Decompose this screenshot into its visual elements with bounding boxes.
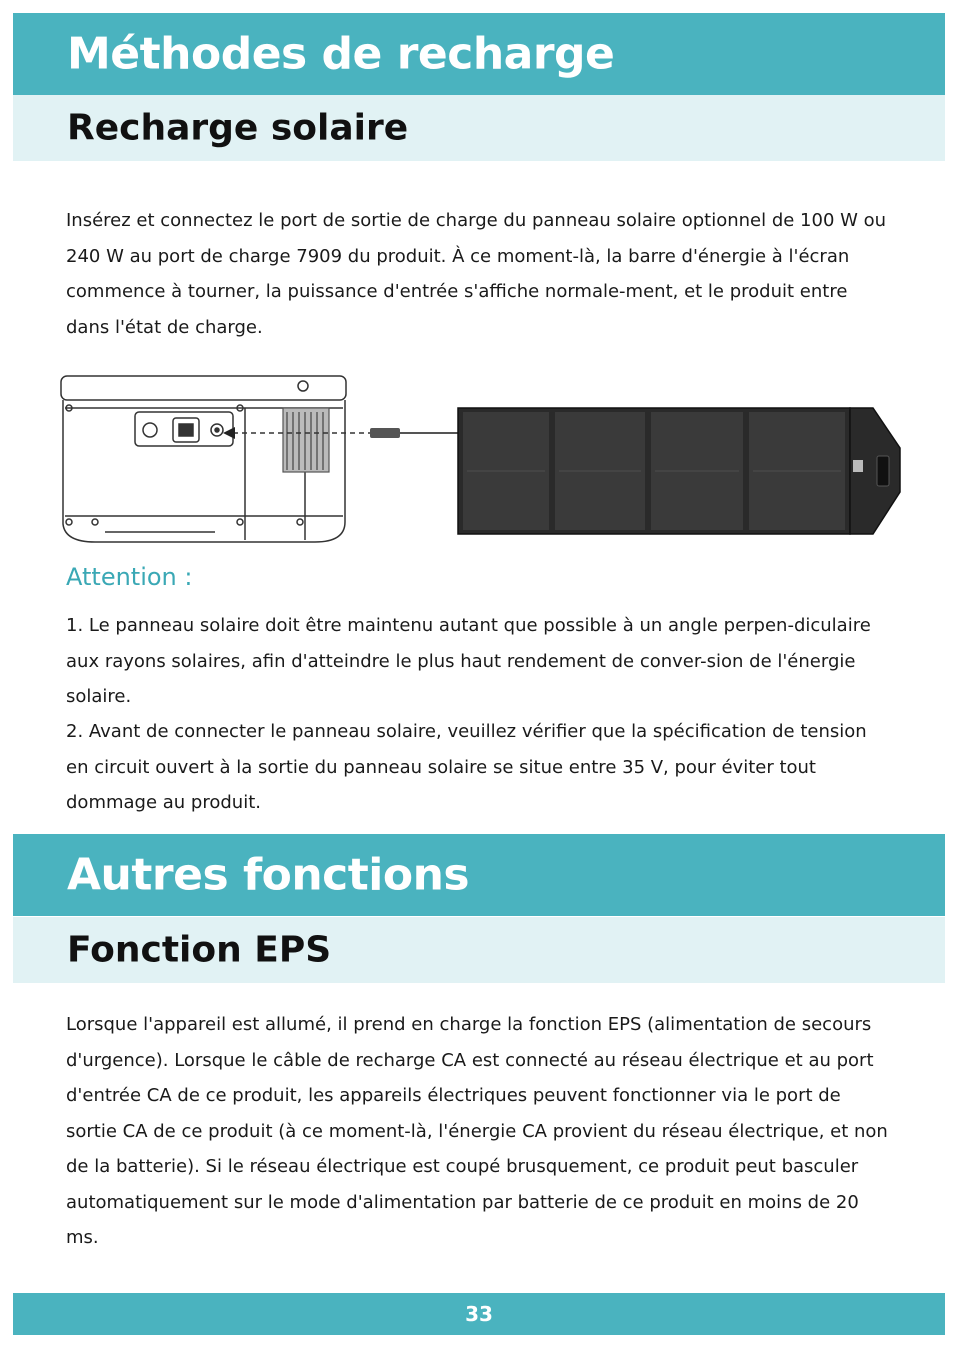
section-title: Méthodes de recharge: [67, 28, 615, 80]
solar-charging-illustration: [55, 372, 905, 550]
solar-panel-icon: [458, 408, 900, 534]
attention-heading: Attention :: [66, 563, 193, 591]
cable-plug-icon: [370, 428, 460, 438]
intro-paragraph: Insérez et connectez le port de sortie de charge du panneau solaire optionnel de 100 W ou 240 W au port de charge 7909 du produit. À ce moment-là, la barre d'énergie à l'écran commence à tourner, la puissance d'entrée s'affiche normale-ment, et le produit entre dans l'état de charge.: [66, 210, 887, 338]
section-header-band: [13, 834, 945, 916]
subsection-title: Recharge solaire: [67, 107, 409, 149]
eps-paragraph: Lorsque l'appareil est allumé, il prend en charge la fonction EPS (alimentation de secours d'urgence). Lorsque le câble de recharge CA est connecté au réseau électrique et au port d'entrée CA de ce produit, les appareils électriques peuvent fonctionner via le port de sortie CA de ce produit (à ce moment-là, l'énergie CA provient du réseau électrique, et non de la batterie). Si le réseau électrique est coupé brusquement, ce produit peut basculer automatiquement sur le mode d'alimentation par batterie de ce produit en moins de 20 ms.: [66, 1014, 888, 1248]
subsection-header-band: [13, 95, 945, 161]
page-number: 33: [465, 1302, 493, 1326]
subsection-title: Fonction EPS: [67, 929, 332, 971]
section-header-band: [13, 13, 945, 95]
subsection-header-band: [13, 917, 945, 983]
page-footer: [13, 1293, 945, 1335]
vent-grill-icon: [283, 408, 329, 472]
attention-note-2: 2. Avant de connecter le panneau solaire, veuillez vérifier que la spécification de tension en circuit ouvert à la sortie du panneau solaire se situe entre 35 V, pour éviter tout dommage au produit.: [66, 721, 867, 813]
attention-note-1: 1. Le panneau solaire doit être maintenu autant que possible à un angle perpen-diculaire aux rayons solaires, afin d'atteindre le plus haut rendement de conver-sion de l'énergie solaire.: [66, 615, 871, 707]
section-title: Autres fonctions: [67, 849, 470, 901]
